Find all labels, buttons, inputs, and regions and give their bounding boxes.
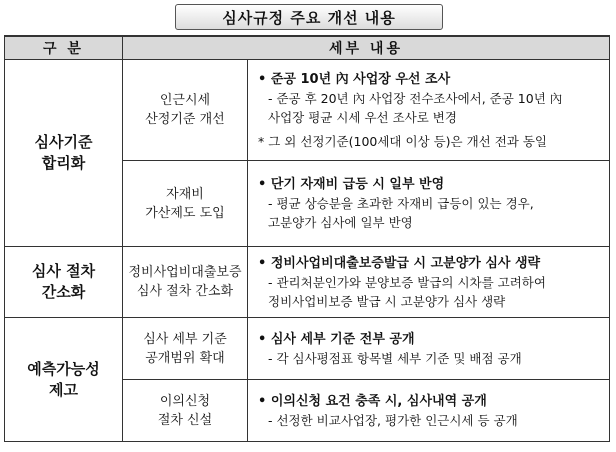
category-line: 간소화 [41,283,86,301]
subcategory-line: 심사 세부 기준 [143,331,227,347]
category-line: 예측가능성 [27,359,100,378]
detail-line: - 각 심사평점표 항목별 세부 기준 및 배점 공개 [268,350,522,366]
improvement-table [4,35,610,442]
category-cell [5,318,123,442]
detail-cell [248,380,610,442]
category-cell [5,60,123,247]
detail-dash [258,273,601,311]
table-row [5,247,610,318]
subcategory-cell [123,60,248,161]
detail-line: 고분양가 심사에 일부 반영 [268,215,413,230]
detail-cell [248,318,610,380]
detail-bullet: • 준공 10년 內 사업장 우선 조사 [258,71,451,87]
detail-dash [258,194,601,232]
detail-cell [248,161,610,247]
subcategory-line: 절차 신설 [157,412,213,428]
subcategory-cell [123,318,248,380]
category-line: 심사기준 [34,133,93,151]
detail-bullet: • 심사 세부 기준 전부 공개 [258,331,415,347]
subcategory-cell [123,380,248,442]
detail-cell [248,60,610,161]
subcategory-line: 인근시세 [159,93,211,108]
detail-line: - 준공 후 20년 內 사업장 전수조사에서, 준공 10년 內 [268,90,563,106]
detail-line: 사업장 평균 시세 우선 조사로 변경 [268,109,457,125]
subcategory-line: 심사 절차 간소화 [136,284,234,299]
detail-line: - 관리처분인가와 분양보증 발급의 시차를 고려하여 [268,274,546,290]
detail-bullet: • 단기 자재비 급등 시 일부 반영 [258,177,445,192]
subcategory-cell [123,247,248,318]
table-row [5,318,610,380]
table-row [5,60,610,161]
document-title: 심사규정 주요 개선 내용 [175,4,443,30]
subcategory-cell [123,161,248,247]
subcategory-line: 가산제도 도입 [145,205,225,221]
detail-cell [248,247,610,318]
detail-bullet: • 정비사업비대출보증발급 시 고분양가 심사 생략 [258,255,541,271]
category-line: 합리화 [41,154,86,172]
detail-bullet: • 이의신청 요건 충족 시, 심사내역 공개 [258,393,487,409]
detail-note: * 그 외 선정기준(100세대 이상 등)은 개선 전과 동일 [258,133,547,149]
detail-line: 정비사업비보증 발급 시 고분양가 심사 생략 [268,293,506,309]
detail-dash [258,89,601,127]
subcategory-line: 자재비 [166,186,204,202]
detail-dash [258,349,601,368]
header-detail: 세부 내용 [123,36,610,60]
subcategory-line: 이의신청 [159,393,211,409]
category-line: 제고 [49,380,78,399]
subcategory-line: 정비사업비대출보증 [128,265,242,280]
detail-line: - 평균 상승분을 초과한 자재비 급등이 있는 경우, [268,196,534,211]
subcategory-line: 공개범위 확대 [145,350,225,366]
table-header-row [5,36,610,60]
category-cell [5,247,123,318]
category-line: 심사 절차 [31,262,96,280]
detail-dash [258,411,601,430]
header-category: 구 분 [5,36,123,60]
subcategory-line: 산정기준 개선 [145,112,225,127]
detail-line: - 선정한 비교사업장, 평가한 인근시세 등 공개 [268,412,518,428]
